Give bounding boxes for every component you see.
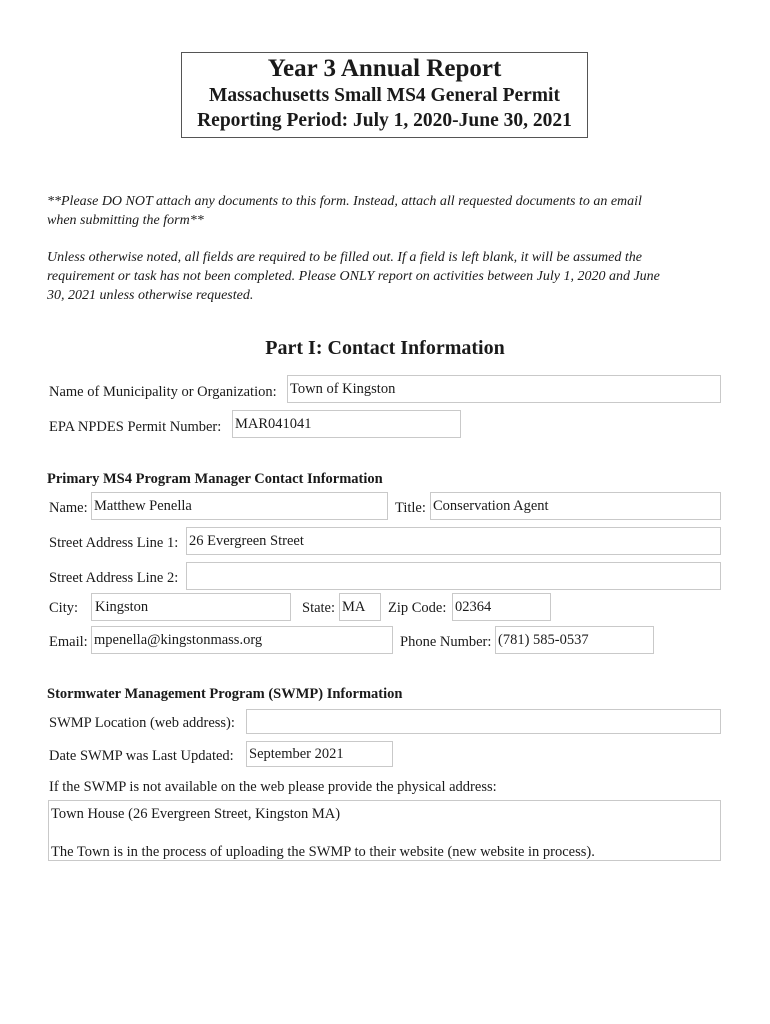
phone-label: Phone Number: xyxy=(400,634,492,650)
permit-name: Massachusetts Small MS4 General Permit xyxy=(209,85,560,106)
attach-note-line: **Please DO NOT attach any documents to this form. Instead, attach all requested documents to an email xyxy=(47,194,642,209)
swmp-physical-label: If the SWMP is not available on the web please provide the physical address: xyxy=(49,779,497,795)
city-label: City: xyxy=(49,600,79,616)
swmp-location-label: SWMP Location (web address): xyxy=(49,715,235,731)
swmp-physical-line: The Town is in the process of uploading the SWMP to their website (new website in process). xyxy=(51,844,595,860)
swmp-physical-line: Town House (26 Evergreen Street, Kingston MA) xyxy=(51,806,341,822)
state-field[interactable]: MA xyxy=(339,593,381,621)
permit-number-label: EPA NPDES Permit Number: xyxy=(49,419,222,435)
required-note-line: 30, 2021 unless otherwise requested. xyxy=(47,288,254,303)
state-label: State: xyxy=(302,600,336,616)
title-label: Title: xyxy=(395,500,426,516)
required-note xyxy=(47,248,727,305)
street2-field[interactable] xyxy=(186,562,721,590)
swmp-location-field[interactable] xyxy=(246,709,721,734)
title-field[interactable]: Conservation Agent xyxy=(430,492,721,520)
swmp-updated-field[interactable]: September 2021 xyxy=(246,741,393,767)
street1-field[interactable]: 26 Evergreen Street xyxy=(186,527,721,555)
swmp-physical-field[interactable] xyxy=(48,800,721,861)
part-title: Part I: Contact Information xyxy=(265,337,505,359)
swmp-heading: Stormwater Management Program (SWMP) Information xyxy=(47,686,403,702)
municipality-field[interactable]: Town of Kingston xyxy=(287,375,721,403)
reporting-period: Reporting Period: July 1, 2020-June 30, 2021 xyxy=(197,110,572,131)
contact-heading: Primary MS4 Program Manager Contact Information xyxy=(47,471,383,487)
name-label: Name: xyxy=(49,500,88,516)
zip-field[interactable]: 02364 xyxy=(452,593,551,621)
street1-label: Street Address Line 1: xyxy=(49,535,179,551)
permit-number-field[interactable]: MAR041041 xyxy=(232,410,461,438)
name-field[interactable]: Matthew Penella xyxy=(91,492,388,520)
street2-label: Street Address Line 2: xyxy=(49,570,179,586)
required-note-line: requirement or task has not been completed. Please ONLY report on activities between July 1, 2020 and June xyxy=(47,269,660,284)
email-label: Email: xyxy=(49,634,88,650)
report-header xyxy=(181,52,588,138)
required-note-line: Unless otherwise noted, all fields are required to be filled out. If a field is left blank, it will be assumed the xyxy=(47,250,642,265)
municipality-label: Name of Municipality or Organization: xyxy=(49,384,277,400)
attach-note-line: when submitting the form** xyxy=(47,213,204,228)
report-title: Year 3 Annual Report xyxy=(267,55,502,82)
swmp-updated-label: Date SWMP was Last Updated: xyxy=(49,748,234,764)
zip-label: Zip Code: xyxy=(388,600,447,616)
city-field[interactable]: Kingston xyxy=(91,593,291,621)
email-field[interactable]: mpenella@kingstonmass.org xyxy=(91,626,393,654)
attach-note xyxy=(47,192,727,230)
phone-field[interactable]: (781) 585-0537 xyxy=(495,626,654,654)
